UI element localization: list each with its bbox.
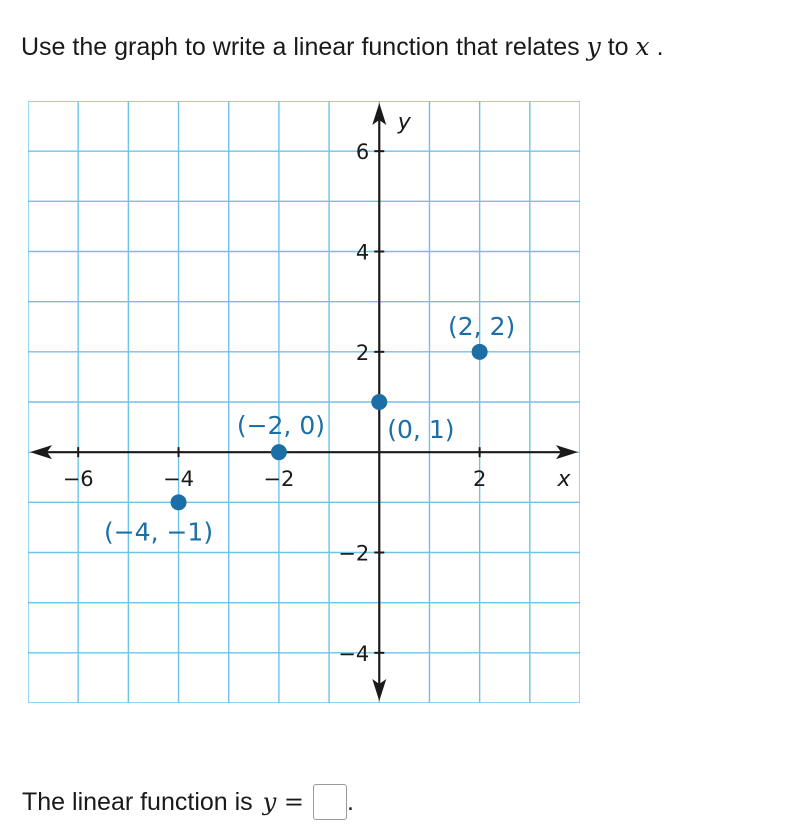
- prompt-lead-text: Use the graph to write a linear function that relates: [21, 33, 580, 61]
- x-tick-label: −2: [263, 467, 295, 492]
- point-label: (−4, −1): [103, 517, 214, 547]
- data-point: [271, 444, 287, 460]
- y-tick-label: 4: [355, 240, 370, 265]
- y-tick-label: 6: [355, 140, 370, 165]
- point-label: (−2, 0): [236, 411, 325, 441]
- point-label: (2, 2): [448, 311, 516, 341]
- y-tick-label: −2: [338, 541, 370, 566]
- question-prompt: [21, 30, 664, 64]
- answer-line: [22, 782, 354, 822]
- y-axis-label: y: [397, 110, 411, 135]
- coordinate-graph: [28, 101, 580, 703]
- answer-end-period: .: [347, 788, 354, 816]
- data-point: [472, 344, 488, 360]
- answer-lead-text: The linear function is: [22, 788, 253, 816]
- prompt-mid-text: to: [607, 33, 629, 61]
- answer-var-y: y: [262, 788, 277, 816]
- data-point: [371, 394, 387, 410]
- x-tick-label: −6: [62, 467, 94, 492]
- x-tick-label: −4: [163, 467, 195, 492]
- prompt-end-text: .: [656, 33, 664, 61]
- answer-equals: =: [283, 788, 304, 816]
- data-point: [171, 494, 187, 510]
- graph-svg: [28, 101, 580, 703]
- y-tick-label: −4: [338, 641, 370, 666]
- answer-input-box[interactable]: [313, 784, 347, 820]
- x-tick-label: 2: [472, 467, 487, 492]
- answer-equation: [263, 782, 304, 822]
- prompt-var-x: x: [635, 32, 650, 61]
- x-axis-label: x: [557, 467, 571, 493]
- point-label: (0, 1): [387, 415, 455, 444]
- y-tick-label: 2: [355, 340, 370, 365]
- prompt-var-y: y: [586, 32, 601, 61]
